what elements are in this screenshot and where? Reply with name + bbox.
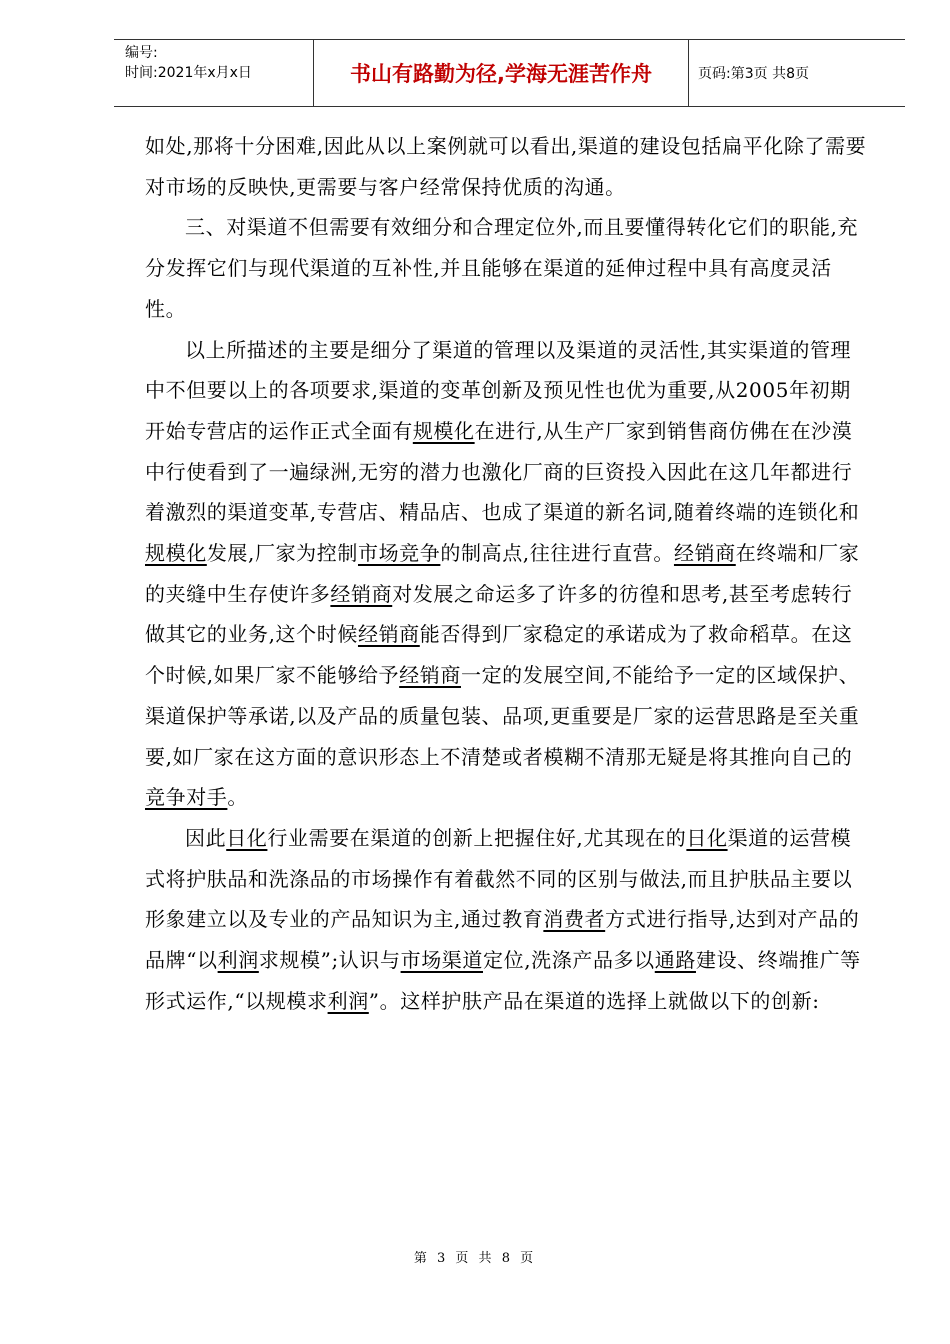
header-info-cell xyxy=(114,40,314,106)
underlined-term: 市场渠道 xyxy=(400,948,483,973)
underlined-term: 经销商 xyxy=(673,541,736,566)
underlined-term: 利润 xyxy=(327,988,369,1013)
underlined-term: 经销商 xyxy=(399,663,461,688)
underlined-term: 市场竞争 xyxy=(357,541,441,566)
text-run: 渠道的运营模式将护肤品和洗涤品的市场操作有着截然不同的区别与做法,而且护肤品主要以形象建立以及专业的产品知识为主,通过教育 xyxy=(145,825,853,932)
header-page-label: 页码:第3页 共8页 xyxy=(698,66,809,82)
underlined-term: 利润 xyxy=(217,948,259,973)
text-run: 在终端和厂家的夹缝中生存使许多 xyxy=(145,541,860,606)
underlined-term: 日化 xyxy=(226,825,268,850)
underlined-term: 竞争对手 xyxy=(145,785,228,810)
underlined-term: 规模化 xyxy=(412,418,475,443)
text-run: 以上所描述的主要是细分了渠道的管理以及渠道的灵活性,其实渠道的管理中不但要以上的各项要求,渠道的变革创新及预见性也优为重要,从2005年初期开始专营店的运作正式全面有 xyxy=(145,337,852,443)
text-run: 因此 xyxy=(185,825,227,850)
text-run: 对发展之命运多了许多的彷徨和思考,甚至考虑转行做其它的业务,这个时候 xyxy=(145,581,853,647)
text-run: 建设、终端推广等形式运作,“以规模求 xyxy=(145,948,861,1013)
underlined-term: 经销商 xyxy=(330,581,393,606)
underlined-term: 通路 xyxy=(654,948,696,973)
paragraph xyxy=(145,126,870,207)
text-run: 如处,那将十分困难,因此从以上案例就可以看出,渠道的建设包括扁平化除了需要对市场的反映快,更需要与客户经常保持优质的沟通。 xyxy=(145,134,867,199)
text-run: 三、对渠道不但需要有效细分和合理定位外,而且要懂得转化它们的职能,充分发挥它们与现代渠道的互补性,并且能够在渠道的延伸过程中具有高度灵活性。 xyxy=(145,215,859,321)
page-header xyxy=(114,39,905,107)
paragraph xyxy=(145,818,870,1022)
text-run: 求规模”;认识与 xyxy=(258,948,401,973)
document-body xyxy=(145,126,870,1021)
text-run: 定位,洗涤产品多以 xyxy=(483,948,655,973)
paragraph xyxy=(145,330,870,818)
text-run: 的制高点,往往进行直营。 xyxy=(440,541,674,566)
text-run: 在进行,从生产厂家到销售商仿佛在在沙漠中行使看到了一遍绿洲,无穷的潜力也激化厂商的巨资投入因此在这几年都进行着激烈的渠道变革,专营店、精品店、也成了渠道的新名词,随着终端的连锁化和 xyxy=(145,418,860,525)
underlined-term: 消费者 xyxy=(543,907,606,932)
header-motto: 书山有路勤为径,学海无涯苦作舟 xyxy=(314,40,689,106)
text-run: 方式进行指导,达到对产品的品牌“以 xyxy=(145,907,860,973)
underlined-term: 日化 xyxy=(686,825,728,850)
text-run: ”。这样护肤产品在渠道的选择上就做以下的创新: xyxy=(368,988,820,1013)
code-label: 编号: xyxy=(125,45,158,61)
text-run: 发展,厂家为控制 xyxy=(206,541,358,566)
text-run: 。 xyxy=(227,785,249,810)
text-run: 能否得到厂家稳定的承诺成为了救命稻草。在这个时候,如果厂家不能够给予 xyxy=(145,622,853,688)
paragraph xyxy=(145,207,870,329)
underlined-term: 经销商 xyxy=(357,622,420,647)
text-run: 行业需要在渠道的创新上把握住好,尤其现在的 xyxy=(267,825,687,850)
page-footer: 第 3 页 共 8 页 xyxy=(413,1251,537,1266)
underlined-term: 规模化 xyxy=(145,541,207,566)
time-label: 时间:2021年x月x日 xyxy=(125,65,252,81)
text-run: 一定的发展空间,不能给予一定的区域保护、渠道保护等承诺,以及产品的质量包装、品项,更重要是厂家的运营思路是至关重要,如厂家在这方面的意识形态上不清楚或者模糊不清那无疑是将其推向自己的 xyxy=(145,663,860,769)
